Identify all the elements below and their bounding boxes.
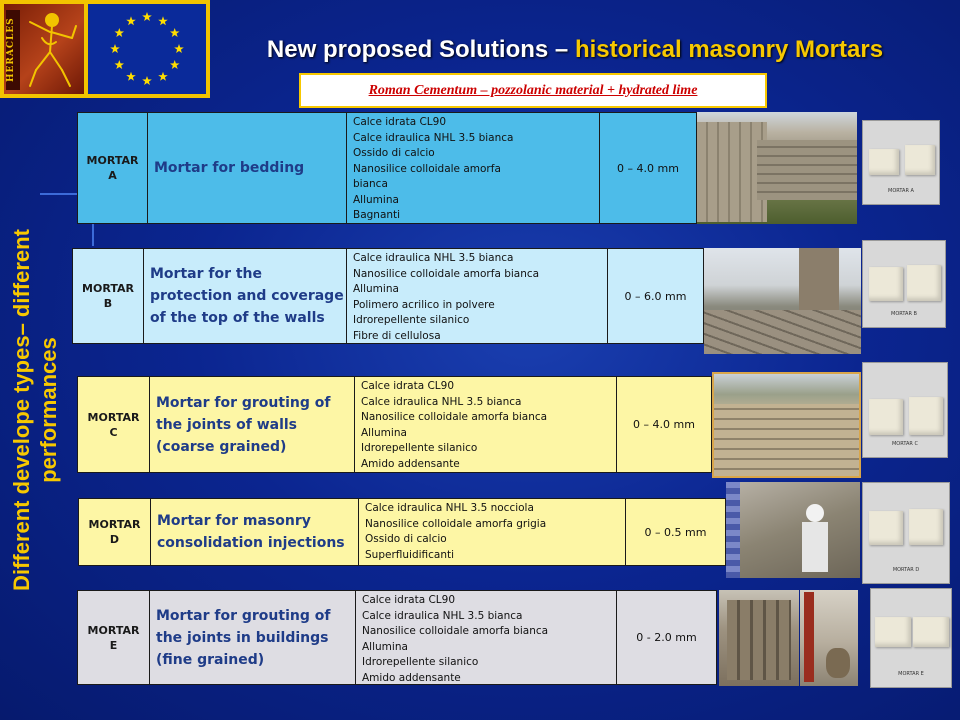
eu-star-icon xyxy=(158,72,168,81)
eu-star-icon xyxy=(170,60,180,69)
eu-star-icon xyxy=(115,60,125,69)
ingredient: Calce idraulica NHL 3.5 bianca xyxy=(353,131,514,144)
eu-flag xyxy=(88,4,206,94)
mortar-row-d xyxy=(78,498,726,566)
ingredient: Amido addensante xyxy=(362,671,461,684)
ingredient: Idrorepellente silanico xyxy=(361,442,478,454)
mortar-label xyxy=(73,249,144,343)
subtitle-text: Roman Cementum – pozzolanic material + hydrated lime xyxy=(368,82,698,98)
side-label-line-2: performances xyxy=(36,337,61,483)
mortar-description: Mortar for grouting of the joints in buildings (fine grained) xyxy=(150,591,356,684)
sample-caption: MORTAR B xyxy=(891,311,917,317)
eu-star-icon xyxy=(158,16,168,25)
heracles-figure-icon xyxy=(22,8,80,92)
eu-star-icon xyxy=(110,44,120,53)
eu-star-icon xyxy=(174,44,184,53)
mortar-label-line-2: C xyxy=(109,425,118,439)
mortar-label-line-1: MORTAR xyxy=(82,282,134,295)
sample-photo-d xyxy=(862,482,950,584)
ingredient: Allumina xyxy=(362,640,408,653)
mortar-label xyxy=(78,113,148,223)
mortar-row-e xyxy=(77,590,717,685)
mortar-description: Mortar for masonry consolidation injections xyxy=(151,499,359,565)
mortar-row-b xyxy=(72,248,704,344)
ingredient: Amido addensante xyxy=(361,457,460,470)
grain-size: 0 – 0.5 mm xyxy=(644,525,707,539)
title-part-2: historical masonry Mortars xyxy=(574,36,884,63)
photo-worker-d xyxy=(726,482,860,578)
sample-caption: MORTAR D xyxy=(892,567,920,573)
mortar-ingredients xyxy=(359,499,626,565)
ingredient: Calce idraulica NHL 3.5 nocciola xyxy=(365,502,534,514)
ingredient: Nanosilice colloidale amorfa grigia xyxy=(365,517,547,530)
heracles-logo xyxy=(4,4,84,94)
mortar-label-line-2: A xyxy=(108,169,117,182)
sample-caption: MORTAR E xyxy=(898,671,924,677)
ingredient: Allumina xyxy=(353,283,399,295)
mortar-label-line-2: E xyxy=(109,638,118,652)
side-label-wrap xyxy=(8,160,68,660)
mortar-description: Mortar for grouting of the joints of walls (coarse grained) xyxy=(150,377,355,472)
ingredient: Calce idraulica NHL 3.5 bianca xyxy=(353,252,514,264)
mortar-label-line-2: D xyxy=(109,533,120,546)
ingredient: Ossido di calcio xyxy=(353,147,435,159)
side-label xyxy=(8,150,68,670)
eu-star-icon xyxy=(142,12,152,21)
photo-jar-e xyxy=(800,590,858,686)
ingredient: Polimero acrilico in polvere xyxy=(353,298,495,311)
ingredient: bianca xyxy=(353,178,388,190)
sample-caption: MORTAR C xyxy=(891,441,918,447)
sample-photo-a xyxy=(862,120,940,205)
eu-star-icon xyxy=(142,76,152,85)
grain-size: 0 – 4.0 mm xyxy=(633,418,695,431)
mortar-ingredients xyxy=(347,113,600,223)
mortar-description: Mortar for the protection and coverage of the top of the walls xyxy=(144,249,347,343)
grain-size: 0 – 6.0 mm xyxy=(624,289,687,303)
mortar-label-line-2: B xyxy=(103,297,113,310)
ingredient: Nanosilice colloidale amorfa xyxy=(353,162,501,175)
mortar-ingredients xyxy=(356,591,617,684)
eu-star-icon xyxy=(115,28,125,37)
ingredient: Idrorepellente silanico xyxy=(362,656,479,668)
sample-photo-b xyxy=(862,240,946,328)
sample-caption: MORTAR A xyxy=(888,188,914,194)
mortar-ingredients xyxy=(355,377,617,472)
mortar-label xyxy=(78,591,150,684)
eu-star-icon xyxy=(170,28,180,37)
mortar-row-a xyxy=(77,112,697,224)
ingredient: Calce idrata CL90 xyxy=(362,594,456,606)
mortar-description: Mortar for bedding xyxy=(148,113,347,223)
mortar-label-line-1: MORTAR xyxy=(87,623,140,637)
eu-stars-icon xyxy=(88,4,206,94)
ingredient: Idrorepellente silanico xyxy=(353,314,470,326)
ingredient: Fibre di cellulosa xyxy=(353,329,441,342)
ingredient: Superfluidificanti xyxy=(365,548,455,561)
mortar-label-line-1: MORTAR xyxy=(88,518,141,531)
eu-star-icon xyxy=(126,72,136,81)
grain-size: 0 – 4.0 mm xyxy=(617,161,679,175)
photo-wall-b xyxy=(704,248,861,354)
ingredient: Nanosilice colloidale amorfa bianca xyxy=(353,267,540,280)
mortar-label-line-1: MORTAR xyxy=(87,410,140,424)
ingredient: Allumina xyxy=(353,193,399,206)
ingredient: Ossido di calcio xyxy=(365,533,447,545)
sample-photo-e xyxy=(870,588,952,688)
mortar-label xyxy=(79,499,151,565)
accent-vertical-line xyxy=(92,224,94,246)
accent-line xyxy=(40,193,78,195)
ingredient: Nanosilice colloidale amorfa bianca xyxy=(362,625,549,637)
mortar-row-c xyxy=(77,376,712,473)
logo-panel xyxy=(0,0,210,98)
side-label-line-1: Different develope types– different xyxy=(9,229,34,591)
photo-wall-a xyxy=(697,112,857,224)
ingredient: Bagnanti xyxy=(353,209,401,221)
ingredient: Nanosilice colloidale amorfa bianca xyxy=(361,411,548,423)
heracles-logo-text: HERACLES xyxy=(6,10,20,90)
subtitle-box xyxy=(299,73,767,108)
grain-size: 0 - 2.0 mm xyxy=(636,631,697,644)
ingredient: Calce idrata CL90 xyxy=(361,380,455,392)
page-title xyxy=(205,36,945,64)
ingredient: Allumina xyxy=(361,426,407,439)
ingredient: Calce idraulica NHL 3.5 bianca xyxy=(362,609,523,622)
mortar-label xyxy=(78,377,150,472)
eu-star-icon xyxy=(126,16,136,25)
photo-building-e xyxy=(719,590,799,686)
sample-photo-c xyxy=(862,362,948,458)
ingredient: Calce idrata CL90 xyxy=(353,116,447,128)
mortar-label-line-1: MORTAR xyxy=(86,154,139,167)
ingredient: Calce idraulica NHL 3.5 bianca xyxy=(361,395,522,408)
title-part-1: New proposed Solutions – xyxy=(266,36,575,63)
photo-wall-c xyxy=(712,372,861,478)
mortar-ingredients xyxy=(347,249,608,343)
